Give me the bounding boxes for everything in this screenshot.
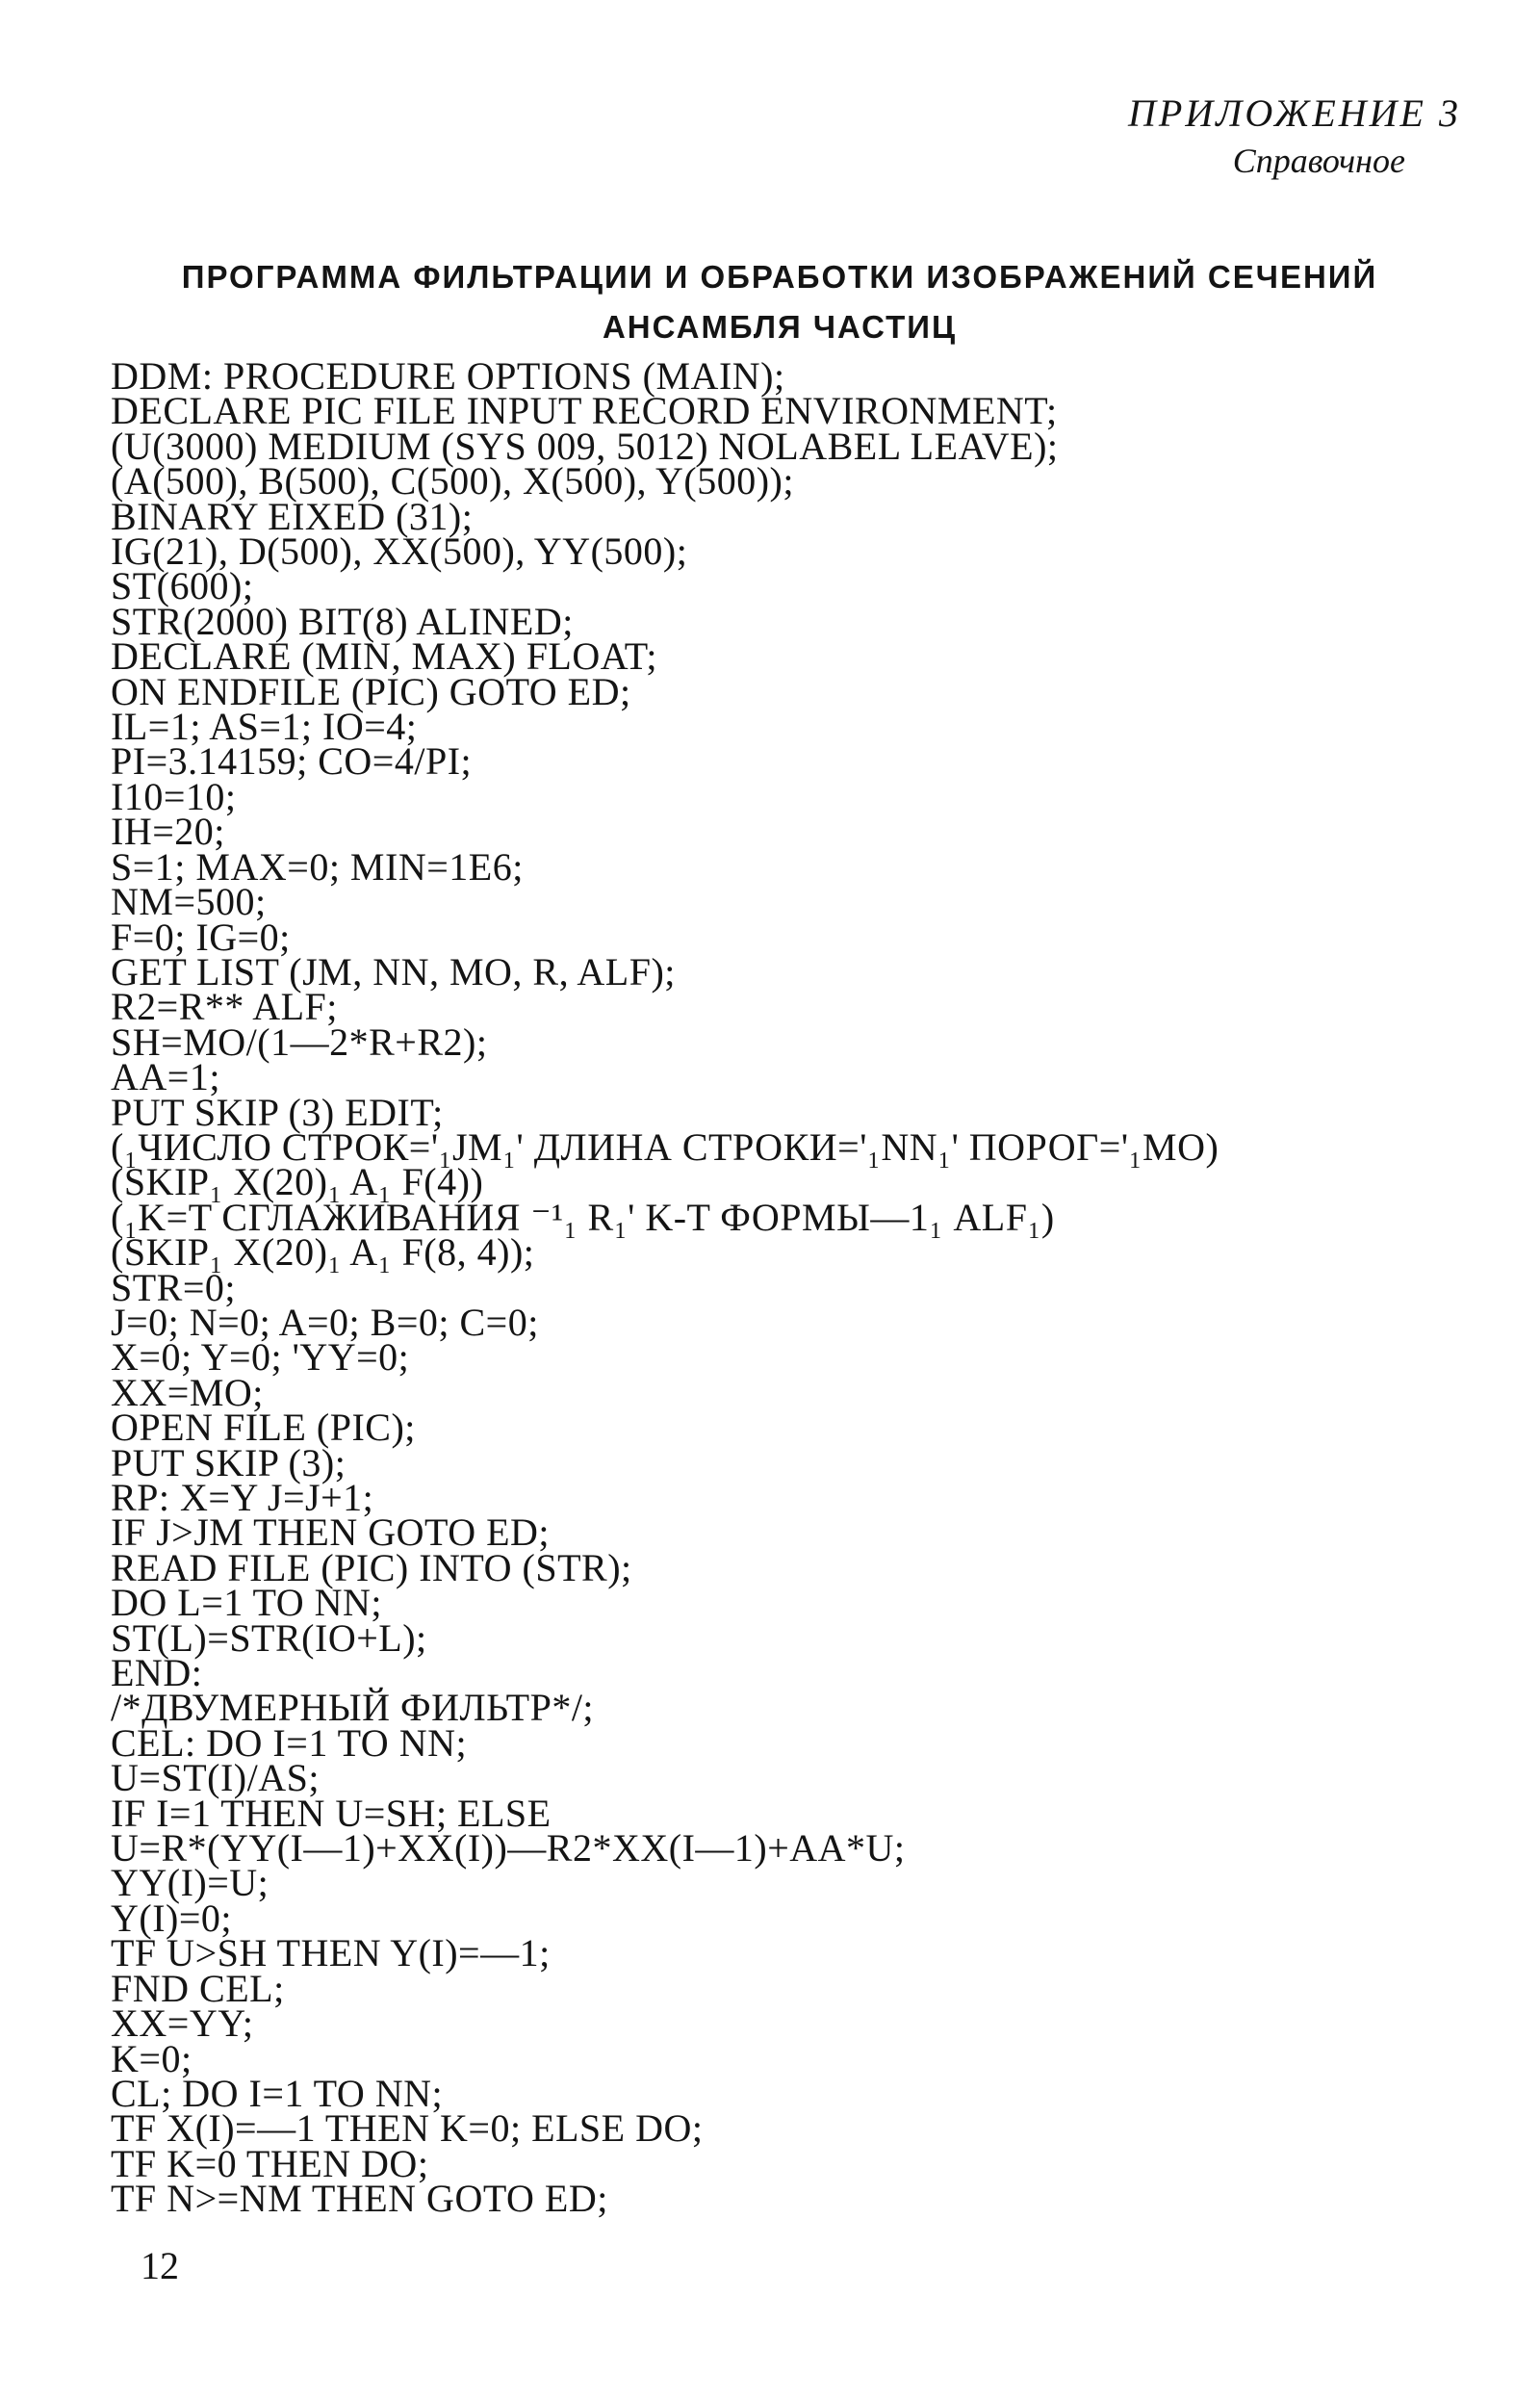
code-line: F=0; IG=0; — [111, 915, 291, 959]
code-line: I10=10; — [111, 774, 237, 818]
code-line: DDM: PROCEDURE OPTIONS (MAIN); — [111, 354, 785, 398]
code-line: ON ENDFILE (PIC) GOTO ED; — [111, 669, 631, 713]
code-line: YY(I)=U; — [111, 1861, 270, 1905]
code-line: IH=20; — [111, 810, 225, 854]
appendix-header — [1128, 89, 1461, 183]
code-line: IG(21), D(500), XX(500), YY(500); — [111, 529, 688, 574]
code-line: READ FILE (PIC) INTO (STR); — [111, 1545, 632, 1589]
code-line: (₁ЧИСЛО СТРОК='₁JM₁' ДЛИНА СТРОКИ='₁NN₁' ПОРОГ='₁MO) — [111, 1124, 1219, 1169]
code-line: TF N>=NM THEN GOTO ED; — [111, 2177, 608, 2221]
code-line: S=1; MAX=0; MIN=1E6; — [111, 844, 524, 889]
code-line: XX=MO; — [111, 1370, 264, 1414]
code-line: (₁K=T СГЛАЖИВАНИЯ ⁻¹₁ R₁' K-T ФОРМЫ—1₁ ALF₁) — [111, 1195, 1055, 1239]
code-line: TF U>SH THEN Y(I)=—1; — [111, 1931, 551, 1975]
code-line: AA=1; — [111, 1055, 220, 1099]
code-line: BINARY EIXED (31); — [111, 494, 474, 538]
code-line: (SKIP₁ X(20)₁ A₁ F(4)) — [111, 1160, 484, 1204]
code-line: END: — [111, 1651, 203, 1695]
code-line: TF X(I)=—1 THEN K=0; ELSE DO; — [111, 2106, 704, 2151]
page-number: 12 — [141, 2244, 179, 2287]
code-line: CEL: DO I=1 TO NN; — [111, 1720, 468, 1765]
code-line: STR(2000) BIT(8) ALINED; — [111, 599, 574, 643]
code-line: IF J>JM THEN GOTO ED; — [111, 1510, 551, 1555]
code-line: OPEN FILE (PIC); — [111, 1406, 416, 1450]
code-line: DECLARE (MIN, MAX) FLOAT; — [111, 634, 658, 679]
code-line: CL; DO I=1 TO NN; — [111, 2071, 444, 2115]
code-line: DO L=1 TO NN; — [111, 1581, 383, 1625]
document-title — [144, 252, 1415, 352]
code-line: GET LIST (JM, NN, MO, R, ALF); — [111, 949, 676, 994]
code-line: PUT SKIP (3); — [111, 1440, 346, 1484]
code-line: PUT SKIP (3) EDIT; — [111, 1090, 444, 1134]
code-line: XX=YY; — [111, 2001, 254, 2046]
code-line: J=0; N=0; A=0; B=0; C=0; — [111, 1300, 539, 1344]
code-line: STR=0; — [111, 1265, 237, 1309]
code-line: U=ST(I)/AS; — [111, 1756, 320, 1800]
program-listing — [111, 354, 1497, 2221]
code-line: /*ДВУМЕРНЫЙ ФИЛЬТР*/; — [111, 1686, 595, 1730]
code-line: (A(500), B(500), C(500), X(500), Y(500)); — [111, 459, 794, 503]
code-line: Y(I)=0; — [111, 1896, 233, 1940]
code-line: IF I=1 THEN U=SH; ELSE — [111, 1791, 552, 1835]
title-line-1: ПРОГРАММА ФИЛЬТРАЦИИ И ОБРАБОТКИ ИЗОБРАЖЕНИЙ СЕЧЕНИЙ — [181, 259, 1378, 295]
code-line: (U(3000) MEDIUM (SYS 009, 5012) NOLABEL LEAVE); — [111, 424, 1059, 468]
appendix-subtitle: Справочное — [1232, 142, 1405, 180]
code-line: X=0; Y=0; 'YY=0; — [111, 1335, 410, 1380]
code-line: RP: X=Y J=J+1; — [111, 1476, 374, 1519]
appendix-label: ПРИЛОЖЕНИЕ 3 — [1128, 91, 1461, 135]
code-line: FND CEL; — [111, 1966, 285, 2010]
code-line: U=R*(YY(I—1)+XX(I))—R2*XX(I—1)+AA*U; — [111, 1826, 906, 1871]
title-line-2: АНСАМБЛЯ ЧАСТИЦ — [602, 309, 958, 345]
code-line: TF K=0 THEN DO; — [111, 2141, 429, 2185]
code-line: K=0; — [111, 2036, 192, 2080]
code-line: ST(600); — [111, 564, 254, 608]
code-line: PI=3.14159; CO=4/PI; — [111, 739, 473, 784]
code-line: R2=R** ALF; — [111, 985, 338, 1029]
code-line: IL=1; AS=1; IO=4; — [111, 705, 418, 749]
code-line: DECLARE PIC FILE INPUT RECORD ENVIRONMENT; — [111, 389, 1058, 433]
code-line: SH=MO/(1—2*R+R2); — [111, 1019, 488, 1064]
code-line: ST(L)=STR(IO+L); — [111, 1615, 427, 1660]
code-line: NM=500; — [111, 880, 267, 924]
code-line: (SKIP₁ X(20)₁ A₁ F(8, 4)); — [111, 1230, 535, 1275]
